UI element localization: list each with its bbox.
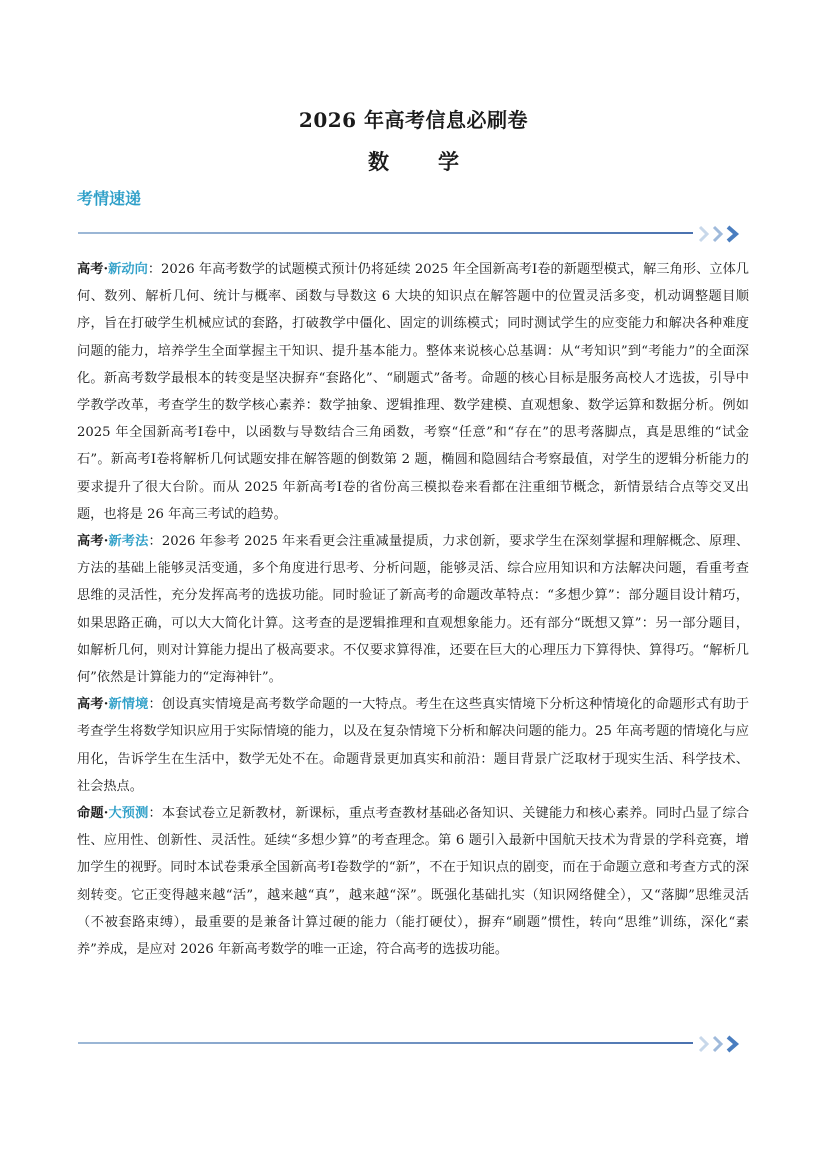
document-title: 2026 年高考信息必刷卷	[298, 108, 529, 132]
content-body	[77, 256, 749, 963]
paragraph-prediction	[77, 800, 749, 963]
paragraph-label: 高考·新动向	[77, 262, 148, 277]
paragraph-text: ：本套试卷立足新教材，新课标，重点考查教材基础必备知识、关键能力和核心素养。同时凸显了综合性、应用性、创新性、灵活性。延续“多想少算”的考查理念。第 6 题引入最新中国航天技术为背景的学科竞赛，增加学生的视野。同时本试卷秉承全国新高考Ⅰ卷数学的“新”，不在于知识点的剧变，而在于命题立意和考查方式的深刻转变。它正变得越来越“活”，越来越“真”，越来越“深”。既强化基础扎实（知识网络健全），又“落脚”思维灵活（不被套路束缚），最重要的是兼备计算过硬的能力（能打硬仗），摒弃“刷题”惯性，转向“思维”训练，深化“素养”养成，是应对 2026 年新高考数学的唯一正途，符合高考的选拔功能。	[77, 806, 750, 958]
paragraph-new-method	[77, 528, 749, 691]
paragraph-new-trend	[77, 256, 749, 528]
paragraph-new-context	[77, 691, 749, 800]
section-heading: 考情速递	[77, 189, 142, 208]
paragraph-label: 高考·新情境	[77, 697, 149, 713]
paragraph-label: 命题·大预测	[77, 806, 149, 822]
paragraph-text: ：2026 年参考 2025 年来看更会注重减量提质，力求创新，要求学生在深刻掌握和理解概念、原理、方法的基础上能够灵活变通，多个角度进行思考、分析问题，能够灵活、综合应用知识和方法解决问题，看重考查思维的灵活性，充分发挥高考的选拔功能。同时验证了新高考的命题改革特点：“多想少算”：部分题目设计精巧，如果思路正确，可以大大简化计算。这考查的是逻辑推理和直观想象能力。还有部分“既想又算”：另一部分题目，如解析几何，则对计算能力提出了极高要求。不仅要求算得准，还要在巨大的心理压力下算得快、算得巧。“解析几何”依然是计算能力的“定海神针”。	[77, 534, 750, 686]
paragraph-text: ：2026 年高考数学的试题模式预计仍将延续 2025 年全国新高考Ⅰ卷的新题型模式，解三角形、立体几何、数列、解析几何、统计与概率、函数与导数这 6 大块的知识点在解答题中的位置灵活多变，机动调整题目顺序，旨在打破学生机械应试的套路，打破教学中僵化、固定的训练模式；同时测试学生的应变能力和解决各种难度问题的能力，培养学生全面掌握主干知识、提升基本能力。整体来说核心总基调：从“考知识”到“考能力”的全面深化。新高考数学最根本的转变是坚决摒弃“套路化”、“刷题式”备考。命题的核心目标是服务高校人才选拔，引导中学教学改革，考查学生的数学核心素养：数学抽象、逻辑推理、数学建模、直观想象、数学运算和数据分析。例如 2025 年全国新高考Ⅰ卷中，以函数与导数结合三角函数，考察“任意”和“存在”的思考落脚点，真是思维的“试金石”。新高考Ⅰ卷将解析几何试题安排在解答题的倒数第 2 题，椭圆和隐圆结合考察最值，对学生的逻辑分析能力的要求提升了很大台阶。而从 2025 年新高考Ⅰ卷的省份高三模拟卷来看都在注重细节概念，新情景结合点等交叉出题，也将是 26 年高三考试的趋势。	[77, 262, 749, 522]
paragraph-text: ：创设真实情境是高考数学命题的一大特点。考生在这些真实情境下分析这种情境化的命题形式有助于考查学生将数学知识应用于实际情境的能力，以及在复杂情境下分析和解决问题的能力。25 年高考题的情境化与应用化，告诉学生在生活中，数学无处不在。命题背景更加真实和前沿：题目背景广泛取材于现实生活、科学技术、社会热点。	[77, 697, 750, 794]
chevron-arrows-icon	[696, 1034, 748, 1054]
paragraph-label: 高考·新考法	[77, 534, 149, 550]
top-divider	[78, 224, 748, 244]
chevron-arrows-icon	[696, 224, 748, 244]
bottom-divider	[78, 1034, 748, 1054]
subject-title: 数 学	[368, 149, 473, 174]
